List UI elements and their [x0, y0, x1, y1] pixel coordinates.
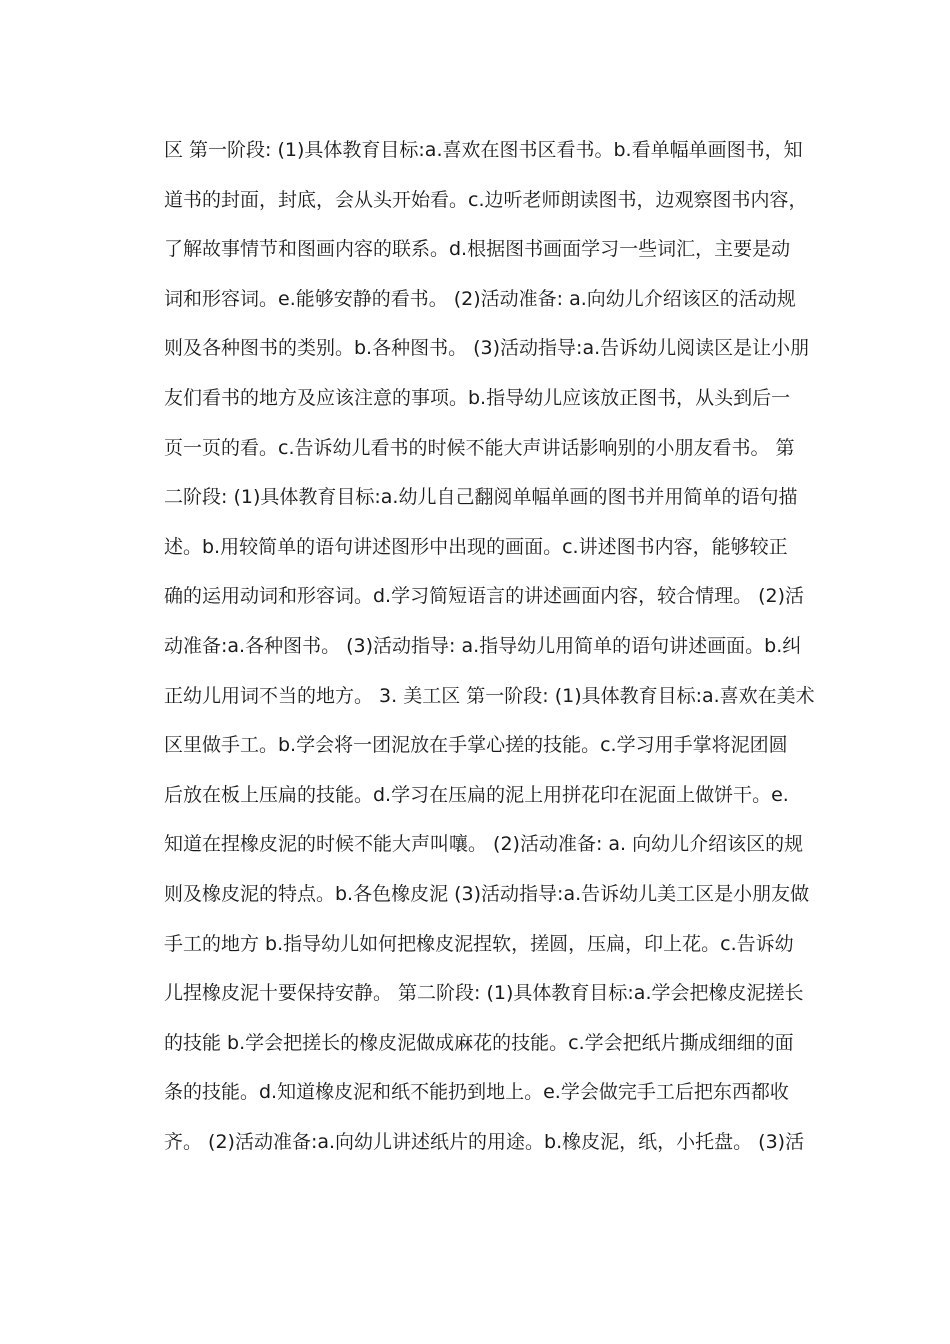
text-line: 页一页的看。c.告诉幼儿看书的时候不能大声讲话影响别的小朋友看书。 第 — [164, 436, 795, 459]
text-line: 述。b.用较简单的语句讲述图形中出现的画面。c.讲述图书内容，能够较正 — [164, 535, 788, 558]
text-line: 知道在捏橡皮泥的时候不能大声叫嚷。 (2)活动准备: a. 向幼儿介绍该区的规 — [164, 833, 804, 856]
text-line: 后放在板上压扁的技能。d.学习在压扁的泥上用拼花印在泥面上做饼干。e. — [164, 783, 789, 806]
text-line: 确的运用动词和形容词。d.学习简短语言的讲述画面内容，较合情理。 (2)活 — [164, 585, 805, 608]
text-line: 了解故事情节和图画内容的联系。d.根据图书画面学习一些词汇，主要是动 — [164, 238, 791, 261]
text-line: 区 第一阶段: (1)具体教育目标:a.喜欢在图书区看书。b.看单幅单画图书，知 — [164, 139, 803, 161]
text-line: 齐。 (2)活动准备:a.向幼儿讲述纸片的用途。b.橡皮泥，纸，小托盘。 (3)活 — [164, 1130, 805, 1153]
text-line: 二阶段: (1)具体教育目标:a.幼儿自己翻阅单幅单画的图书并用简单的语句描 — [164, 486, 798, 509]
text-line: 儿捏橡皮泥十要保持安静。 第二阶段: (1)具体教育目标:a.学会把橡皮泥搓长 — [164, 982, 804, 1005]
text-line: 正幼儿用词不当的地方。 3. 美工区 第一阶段: (1)具体教育目标:a.喜欢在美术 — [164, 684, 815, 707]
text-line: 词和形容词。e.能够安静的看书。 (2)活动准备: a.向幼儿介绍该区的活动规 — [164, 287, 796, 310]
document-body — [164, 126, 824, 1167]
text-line: 手工的地方 b.指导幼儿如何把橡皮泥捏软，搓圆，压扁，印上花。c.告诉幼 — [164, 932, 794, 955]
text-line: 友们看书的地方及应该注意的事项。b.指导幼儿应该放正图书，从头到后一 — [164, 386, 791, 409]
text-line: 动准备:a.各种图书。 (3)活动指导: a.指导幼儿用简单的语句讲述画面。b.纠 — [164, 634, 802, 657]
text-line: 则及橡皮泥的特点。b.各色橡皮泥 (3)活动指导:a.告诉幼儿美工区是小朋友做 — [164, 882, 810, 905]
text-line: 条的技能。d.知道橡皮泥和纸不能扔到地上。e.学会做完手工后把东西都收 — [164, 1081, 789, 1104]
text-line: 区里做手工。b.学会将一团泥放在手掌心搓的技能。c.学习用手掌将泥团圆 — [164, 734, 788, 757]
text-line: 则及各种图书的类别。b.各种图书。 (3)活动指导:a.告诉幼儿阅读区是让小朋 — [164, 337, 810, 360]
text-line: 道书的封面，封底，会从头开始看。c.边听老师朗读图书，边观察图书内容， — [164, 188, 808, 211]
text-line: 的技能 b.学会把搓长的橡皮泥做成麻花的技能。c.学会把纸片撕成细细的面 — [164, 1031, 794, 1054]
